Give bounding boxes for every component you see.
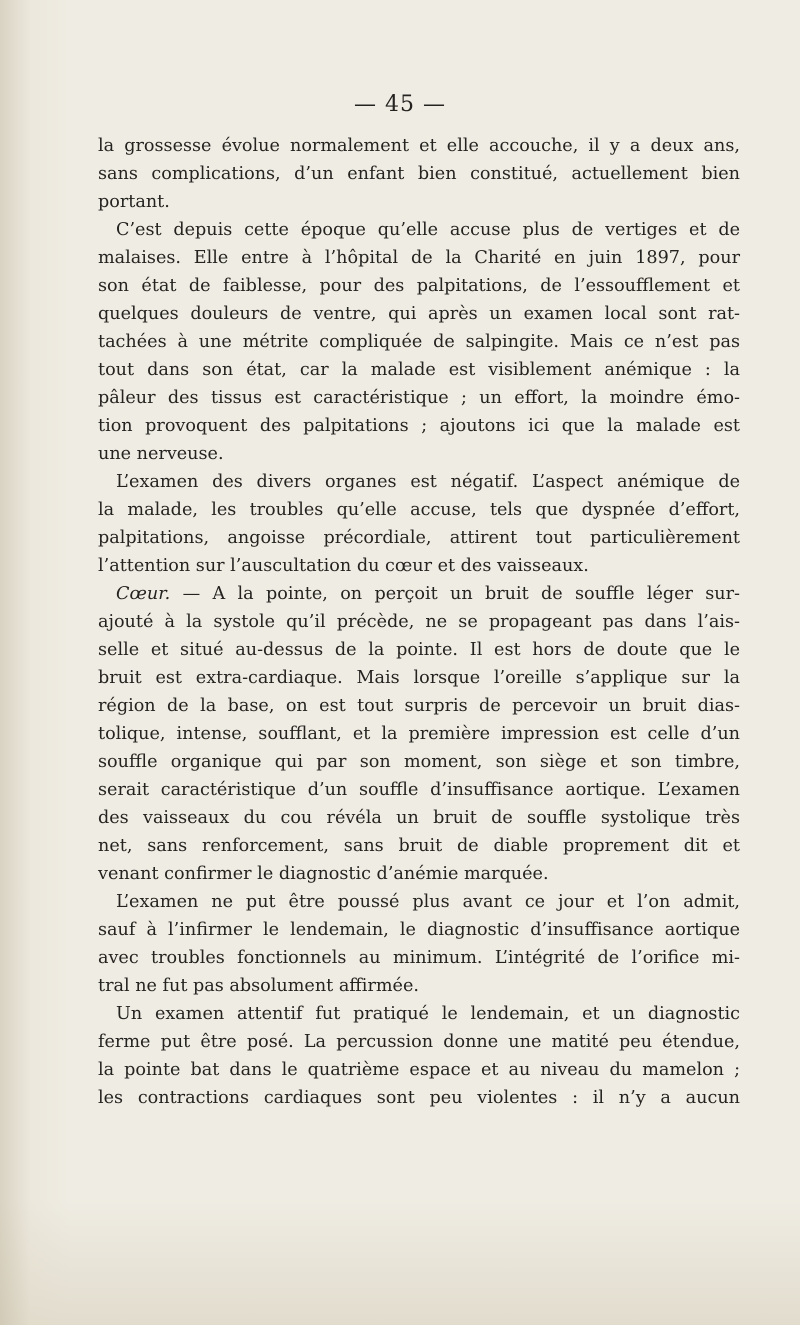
text-line: tral ne fut pas absolument affirmée. <box>98 976 419 996</box>
text-line: quelques douleurs de ventre, qui après un examen local sont rat- <box>98 304 740 324</box>
text-line: Un examen attentif fut pratiqué le lendemain, et un diagnostic <box>116 1004 740 1024</box>
text-line: avec troubles fonctionnels au minimum. L’intégrité de l’orifice mi- <box>98 948 740 968</box>
text-line: malaises. Elle entre à l’hôpital de la Charité en juin 1897, pour <box>98 248 740 268</box>
text-line: sans complications, d’un enfant bien constitué, actuellement bien <box>98 164 740 184</box>
text-line: tout dans son état, car la malade est visiblement anémique : la <box>98 360 740 380</box>
text-line <box>98 580 740 608</box>
text-line: région de la base, on est tout surpris de percevoir un bruit dias- <box>98 696 740 716</box>
text-line: portant. <box>98 192 170 212</box>
text-line: des vaisseaux du cou révéla un bruit de souffle systolique très <box>98 808 740 828</box>
text-line: souffle organique qui par son moment, son siège et son timbre, <box>98 752 740 772</box>
text-line: L’examen ne put être poussé plus avant ce jour et l’on admit, <box>116 892 740 912</box>
text-line: selle et situé au-dessus de la pointe. Il est hors de doute que le <box>98 640 740 660</box>
text-line: la pointe bat dans le quatrième espace et au niveau du mamelon ; <box>98 1060 740 1080</box>
text-line: son état de faiblesse, pour des palpitations, de l’essoufflement et <box>98 276 740 296</box>
text-line: l’attention sur l’auscultation du cœur et des vaisseaux. <box>98 556 589 576</box>
section-lead: Cœur. <box>116 584 171 604</box>
text-line: ajouté à la systole qu’il précède, ne se propageant pas dans l’ais- <box>98 612 740 632</box>
text-line: tachées à une métrite compliquée de salpingite. Mais ce n’est pas <box>98 332 740 352</box>
line-text: — A la pointe, on perçoit un bruit de souffle léger sur- <box>170 584 740 604</box>
text-line: C’est depuis cette époque qu’elle accuse plus de vertiges et de <box>116 220 740 240</box>
text-line: les contractions cardiaques sont peu violentes : il n’y a aucun <box>98 1088 740 1108</box>
text-line: tion provoquent des palpitations ; ajoutons ici que la malade est <box>98 416 740 436</box>
text-line: sauf à l’infirmer le lendemain, le diagnostic d’insuffisance aortique <box>98 920 740 940</box>
text-line: la grossesse évolue normalement et elle accouche, il y a deux ans, <box>98 136 740 156</box>
page-number: — 45 — <box>354 92 446 117</box>
text-line: tolique, intense, soufflant, et la première impression est celle d’un <box>98 724 740 744</box>
text-line: la malade, les troubles qu’elle accuse, tels que dyspnée d’effort, <box>98 500 740 520</box>
text-line: pâleur des tissus est caractéristique ; un effort, la moindre émo- <box>98 388 740 408</box>
text-line: venant confirmer le diagnostic d’anémie marquée. <box>98 864 549 884</box>
text-line: bruit est extra-cardiaque. Mais lorsque l’oreille s’applique sur la <box>98 668 740 688</box>
text-line: ferme put être posé. La percussion donne une matité peu étendue, <box>98 1032 740 1052</box>
body-text <box>98 132 740 1112</box>
text-line: une nerveuse. <box>98 444 224 464</box>
text-line: palpitations, angoisse précordiale, attirent tout particulièrement <box>98 528 740 548</box>
text-line: L’examen des divers organes est négatif. L’aspect anémique de <box>116 472 740 492</box>
text-line: net, sans renforcement, sans bruit de diable proprement dit et <box>98 836 740 856</box>
text-line: serait caractéristique d’un souffle d’insuffisance aortique. L’examen <box>98 780 740 800</box>
